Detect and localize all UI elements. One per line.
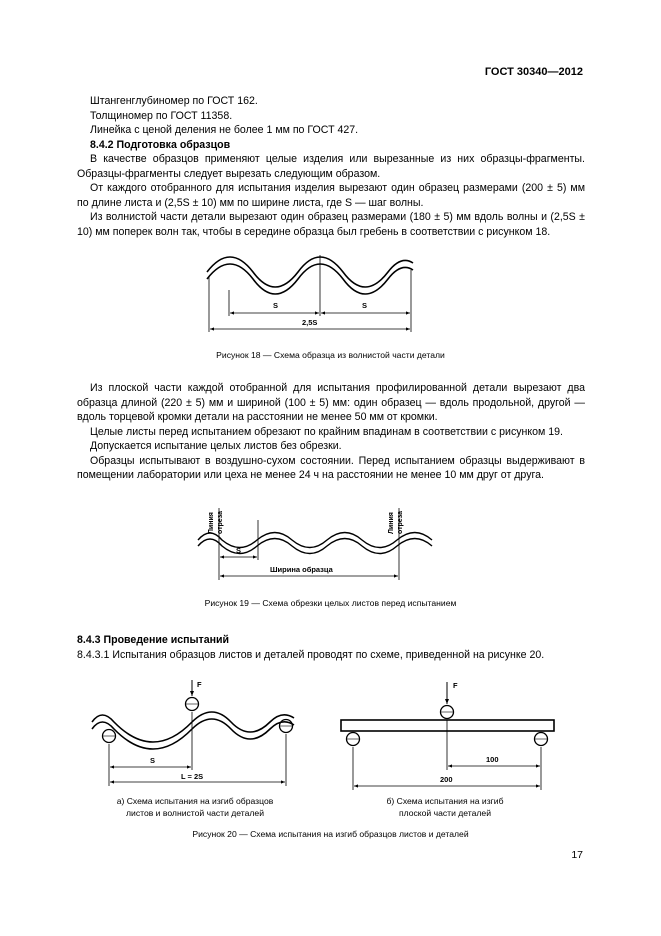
figure-20b-caption-line: б) Схема испытания на изгиб <box>386 796 504 806</box>
fig19-label-s: S <box>236 546 242 555</box>
fig20b-label-100: 100 <box>486 755 499 764</box>
fig18-label-s2: S <box>362 301 368 310</box>
figure-20a-drawing <box>92 680 294 786</box>
figure-19-caption: Рисунок 19 — Схема обрезки целых листов перед испытанием <box>204 598 457 608</box>
fig19-cut-line-left-1: Линия <box>208 512 215 534</box>
paragraph: В качестве образцов применяют целые изделия или вырезанные из них образцы-фрагменты. Образцы-фрагменты следует вырезать следующим образом. <box>77 153 585 180</box>
fig20a-label-l: L = 2S <box>181 772 204 781</box>
figure-20b-drawing <box>341 682 554 790</box>
paragraph: Из волнистой части детали вырезают один образец размерами (180 ± 5) мм вдоль волны и (2,5S ± 10) мм поперек волн так, чтобы в середине образца был гребень в соответствии с рисунком 18. <box>77 211 585 238</box>
paragraph: Толщиномер по ГОСТ 11358. <box>90 109 233 122</box>
figure-18-caption: Рисунок 18 — Схема образца из волнистой части детали <box>216 350 445 360</box>
paragraph: 8.4.3.1 Испытания образцов листов и деталей проводят по схеме, приведенной на рисунке 20. <box>77 648 545 661</box>
fig19-cut-line-right-2: отреза <box>397 511 404 534</box>
fig19-label-width: Ширина образца <box>270 565 333 574</box>
figure-20a-caption-line: листов и волнистой части деталей <box>126 808 264 818</box>
fig19-cut-line-right-1: Линия <box>388 512 395 534</box>
figure-20b-caption <box>350 795 540 819</box>
section-heading: 8.4.2 Подготовка образцов <box>90 138 231 151</box>
section-heading: 8.4.3 Проведение испытаний <box>77 634 230 646</box>
paragraph: От каждого отобранного для испытания изделия вырезают один образец размерами (200 ± 5) мм по длине листа и (2,5S ± 10) мм по ширине листа, где S — шаг волны. <box>77 182 585 209</box>
text-block-2 <box>77 381 585 483</box>
text-block-3 <box>77 633 585 662</box>
fig20a-force-label: F <box>197 680 202 689</box>
fig20b-force-label: F <box>453 681 458 690</box>
figure-20a-caption <box>95 795 295 819</box>
fig19-cut-line-left-2: отреза <box>217 511 224 534</box>
paragraph: Из плоской части каждой отобранной для испытания профилированной детали вырезают два образца длиной (220 ± 5) мм и шириной (100 ± 5) мм: один образец — вдоль продольной, другой — вдоль торцевой кромки детали на расстоянии не менее 50 мм от кромки. <box>77 382 585 423</box>
page-number: 17 <box>571 849 583 861</box>
paragraph: Штангенглубиномер по ГОСТ 162. <box>90 95 258 107</box>
paragraph: Целые листы перед испытанием обрезают по крайним впадинам в соответствии с рисунком 19. <box>90 425 564 438</box>
fig18-label-s1: S <box>273 301 279 310</box>
document-header: ГОСТ 30340—2012 <box>484 66 583 78</box>
paragraph: Линейка с ценой деления не более 1 мм по ГОСТ 427. <box>90 124 359 136</box>
paragraph: Образцы испытывают в воздушно-сухом состоянии. Перед испытанием образцы выдерживают в помещении лаборатории или цеха не менее 24 ч на расстоянии не менее 10 мм друг от друга. <box>77 454 585 481</box>
fig18-label-total: 2,5S <box>302 318 318 327</box>
paragraph: Допускается испытание целых листов без обрезки. <box>90 440 342 452</box>
fig20a-label-s: S <box>150 756 156 765</box>
figure-20-caption: Рисунок 20 — Схема испытания на изгиб образцов листов и деталей <box>192 829 469 839</box>
figure-20b-caption-line: плоской части деталей <box>398 808 492 818</box>
fig20b-label-200: 200 <box>440 775 453 784</box>
figure-20a-caption-line: а) Схема испытания на изгиб образцов <box>116 796 274 806</box>
